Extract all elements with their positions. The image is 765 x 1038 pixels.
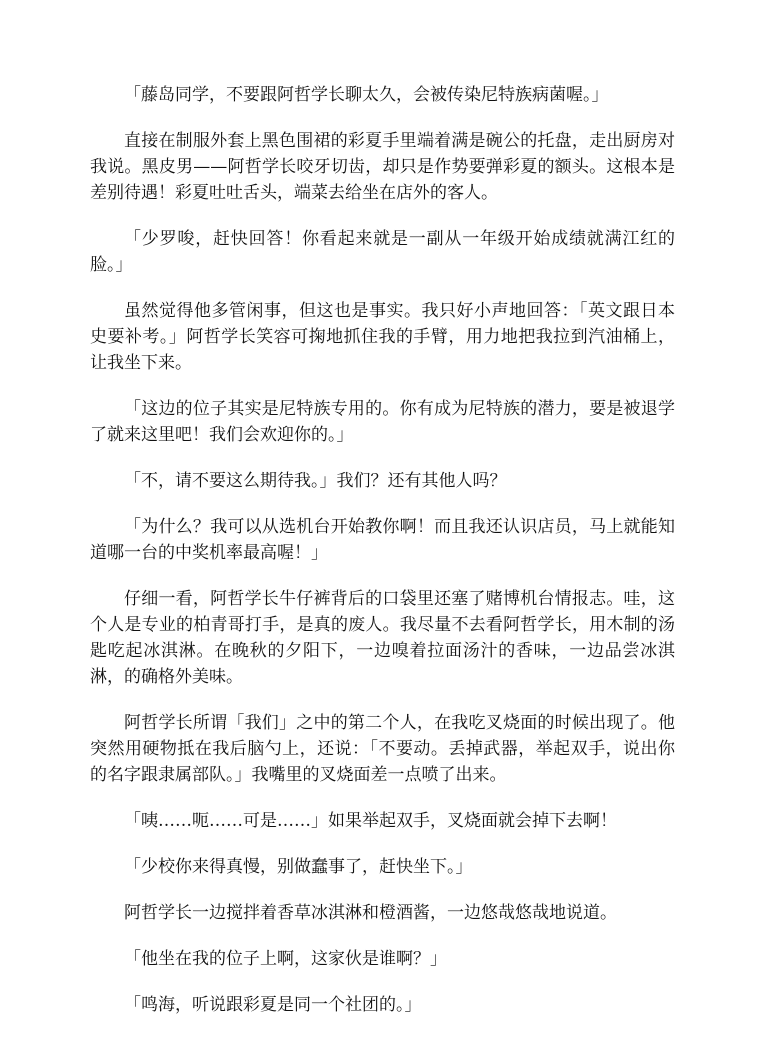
paragraph-13: 「他坐在我的位子上啊，这家伙是谁啊？」 [124, 949, 447, 969]
paragraph-10: 「咦……呃……可是……」如果举起双手，叉烧面就会掉下去啊！ [124, 811, 617, 831]
paragraph-14: 「鸣海，听说跟彩夏是同一个社团的。」 [124, 995, 422, 1015]
paragraph-9: 阿哲学长所谓「我们」之中的第二个人，在我吃叉烧面的时候出现了。他突然用硬物抵在我后脑勺上，还说：「不要动。丢掉武器，举起双手，说出你的名字跟隶属部队。」我嘴里的叉烧面差一点喷了出来。 [90, 713, 675, 785]
paragraph-4: 虽然觉得他多管闲事，但这也是事实。我只好小声地回答：「英文跟日本史要补考。」阿哲学长笑容可掬地抓住我的手臂，用力地把我拉到汽油桶上，让我坐下来。 [90, 301, 675, 373]
paragraph-3: 「少罗唆，赶快回答！你看起来就是一副从一年级开始成绩就满江红的脸。」 [90, 229, 675, 275]
paragraph-6: 「不，请不要这么期待我。」我们？还有其他人吗？ [124, 471, 507, 491]
paragraph-8: 仔细一看，阿哲学长牛仔裤背后的口袋里还塞了赌博机台情报志。哇，这个人是专业的柏青哥打手，是真的废人。我尽量不去看阿哲学长，用木制的汤匙吃起冰淇淋。在晚秋的夕阳下，一边嗅着拉面汤汁的香味，一边品尝冰淇淋，的确格外美味。 [90, 589, 675, 687]
document-page [90, 82, 675, 1038]
paragraph-7: 「为什么？我可以从选机台开始教你啊！而且我还认识店员，马上就能知道哪一台的中奖机率最高喔！」 [90, 517, 675, 563]
paragraph-11: 「少校你来得真慢，别做蠢事了，赶快坐下。」 [124, 857, 473, 877]
paragraph-2: 直接在制服外套上黑色围裙的彩夏手里端着满是碗公的托盘，走出厨房对我说。黑皮男——阿哲学长咬牙切齿，却只是作势要弹彩夏的额头。这根本是差别待遇！彩夏吐吐舌头，端菜去给坐在店外的客人。 [90, 131, 675, 203]
paragraph-5: 「这边的位子其实是尼特族专用的。你有成为尼特族的潜力，要是被退学了就来这里吧！我们会欢迎你的。」 [90, 399, 675, 445]
paragraph-1: 「藤岛同学，不要跟阿哲学长聊太久，会被传染尼特族病菌喔。」 [124, 85, 609, 105]
paragraph-12: 阿哲学长一边搅拌着香草冰淇淋和橙酒酱，一边悠哉悠哉地说道。 [124, 903, 617, 923]
